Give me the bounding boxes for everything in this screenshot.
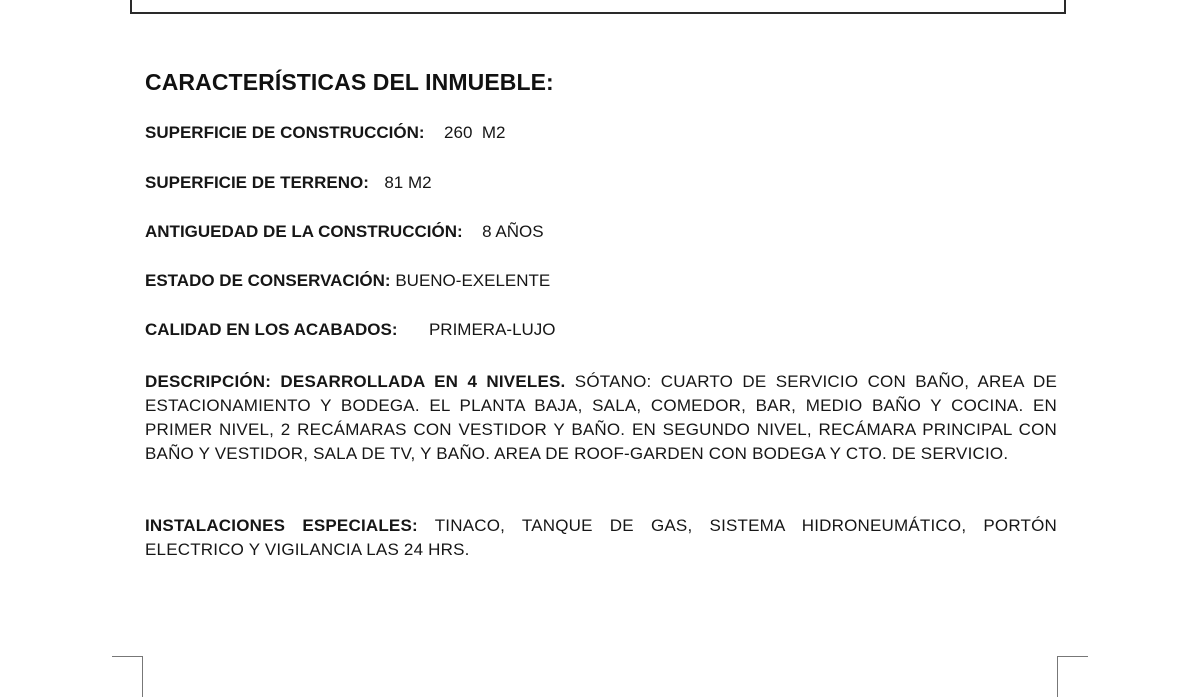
age-row xyxy=(145,221,544,243)
special-installations-text: TINACO, TANQUE DE GAS, SISTEMA HIDRONEUMÁTICO, PORTÓN ELECTRICO Y VIGILANCIA LAS 24 HRS. xyxy=(145,516,1058,559)
description-text: SÓTANO: CUARTO DE SERVICIO CON BAÑO, AREA DE ESTACIONAMIENTO Y BODEGA. EL PLANTA BAJA, SALA, COMEDOR, BAR, MEDIO BAÑO Y COCINA. EN PRIMER NIVEL, 2 RECÁMARAS CON VESTIDOR Y BAÑO. EN SEGUNDO NIVEL, RECÁMARA PRINCIPAL CON BAÑO Y VESTIDOR, SALA DE TV, Y BAÑO. AREA DE ROOF-GARDEN CON BODEGA Y CTO. DE SERVICIO. xyxy=(145,372,1057,463)
finish-quality-row xyxy=(145,319,556,341)
crop-mark-right xyxy=(1057,656,1088,697)
condition-label: ESTADO DE CONSERVACIÓN: xyxy=(145,271,391,290)
land-area-label: SUPERFICIE DE TERRENO: xyxy=(145,173,369,192)
construction-area-row xyxy=(145,122,505,144)
age-value: 8 AÑOS xyxy=(482,222,544,241)
special-installations-label: INSTALACIONES ESPECIALES: xyxy=(145,516,418,535)
document-body xyxy=(145,68,1058,559)
section-title: CARACTERÍSTICAS DEL INMUEBLE: xyxy=(145,69,554,95)
description-label: DESCRIPCIÓN: DESARROLLADA EN 4 NIVELES. xyxy=(145,372,566,391)
land-area-value: 81 M2 xyxy=(384,173,432,192)
construction-area-value: 260 M2 xyxy=(444,123,506,142)
age-label: ANTIGUEDAD DE LA CONSTRUCCIÓN: xyxy=(145,222,463,241)
condition-row xyxy=(145,270,550,292)
description-paragraph xyxy=(145,370,1057,466)
land-area-row xyxy=(145,172,432,194)
condition-value: BUENO-EXELENTE xyxy=(395,271,551,290)
construction-area-label: SUPERFICIE DE CONSTRUCCIÓN: xyxy=(145,123,425,142)
finish-quality-value: PRIMERA-LUJO xyxy=(428,320,556,339)
header-frame xyxy=(130,0,1066,14)
crop-mark-left xyxy=(112,656,143,697)
special-installations-paragraph xyxy=(145,514,1057,562)
finish-quality-label: CALIDAD EN LOS ACABADOS: xyxy=(145,320,398,339)
